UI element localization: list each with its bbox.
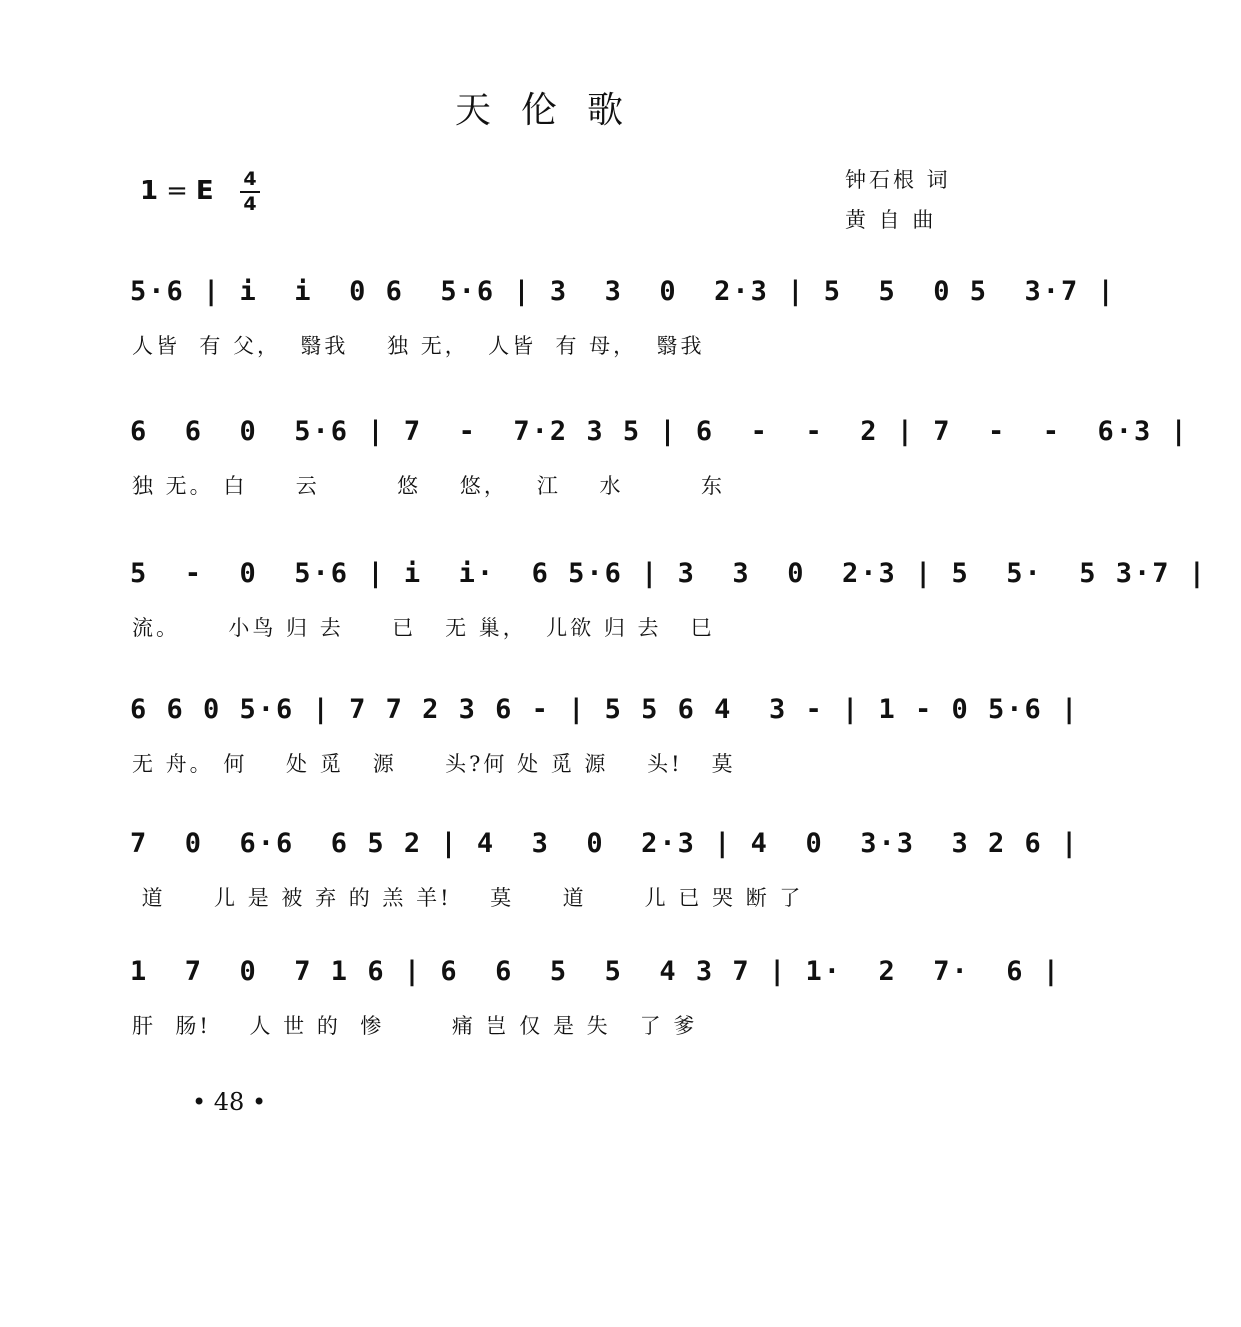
notation: 7 0 6·6 6 5 2 | 4 3 0 2·3 | 4 0 3·3 3 2 6 | <box>130 828 1080 859</box>
lyrics: 流。 小鸟 归 去 已 无 巢， 儿欲 归 去 巳 <box>132 616 715 640</box>
lyrics: 独 无。 白 云 悠 悠， 江 水 东 <box>132 474 725 498</box>
key-letter: E <box>195 176 214 206</box>
time-signature-bottom: 4 <box>243 193 257 215</box>
score-line-2 <box>130 416 1189 526</box>
key-signature <box>140 176 214 206</box>
page-number: • 48 • <box>192 1088 267 1116</box>
score-line-5 <box>130 828 1080 938</box>
lyricist-credit: 钟石根 词 <box>845 168 951 192</box>
lyrics: 无 舟。 何 处 觅 源 头?何 处 觅 源 头! 莫 <box>132 752 736 776</box>
notation: 1 7 0 7 1 6 | 6 6 5 5 4 3 7 | 1· 2 7· 6 | <box>130 956 1062 987</box>
notation: 5 - 0 5·6 | i i· 6 5·6 | 3 3 0 2·3 | 5 5· 5 3·7 | <box>130 558 1208 589</box>
lyrics: 肝 肠! 人 世 的 惨 痛 岂 仅 是 失 了 爹 <box>132 1014 698 1038</box>
time-signature <box>240 170 260 214</box>
score-line-3 <box>130 558 1208 668</box>
composer-credit: 黄 自 曲 <box>845 208 937 232</box>
lyrics: 道 儿 是 被 弃 的 羔 羊! 莫 道 儿 已 哭 断 了 <box>132 886 804 910</box>
score-line-6 <box>130 956 1062 1066</box>
time-signature-top: 4 <box>243 168 257 190</box>
score-line-1 <box>130 276 1116 386</box>
score-line-4 <box>130 694 1080 804</box>
lyrics: 人皆 有 父， 翳我 独 无， 人皆 有 母， 翳我 <box>132 334 705 358</box>
notation: 6 6 0 5·6 | 7 7 2 3 6 - | 5 5 6 4 3 - | 1 - 0 5·6 | <box>130 694 1080 725</box>
key-equals: = <box>166 176 188 206</box>
notation: 5·6 | i i 0 6 5·6 | 3 3 0 2·3 | 5 5 0 5 3·7 | <box>130 276 1116 307</box>
notation: 6 6 0 5·6 | 7 - 7·2 3 5 | 6 - - 2 | 7 - - 6·3 | <box>130 416 1189 447</box>
song-title: 天伦歌 <box>455 90 654 131</box>
key-tonic-number: 1 <box>140 176 159 206</box>
